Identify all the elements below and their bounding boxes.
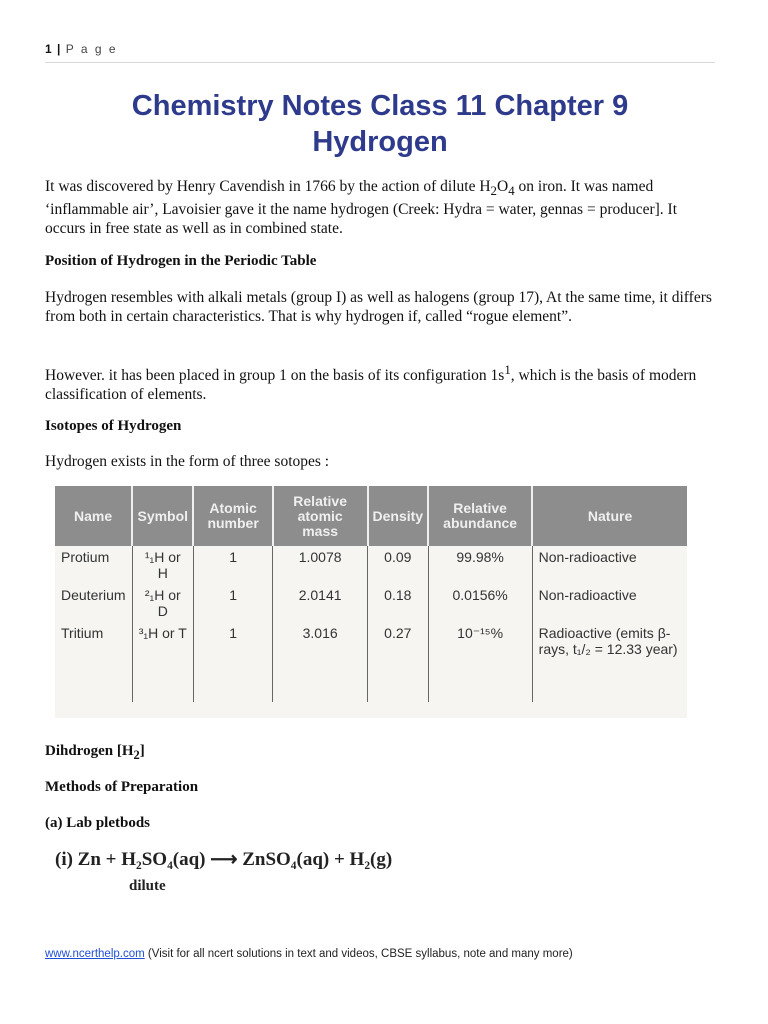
col-header-relative-mass: Relative atomic mass — [273, 486, 368, 546]
cell-atomic-number: 1 — [193, 584, 272, 622]
equation-image — [55, 848, 515, 898]
col-header-atomic-number: Atomic number — [193, 486, 272, 546]
col-header-abundance: Relative abundance — [428, 486, 532, 546]
cell-mass: 1.0078 — [273, 546, 368, 584]
document-title — [45, 88, 715, 160]
position-p2-superscript: 1 — [504, 362, 511, 377]
intro-text-1: It was discovered by Henry Cavendish in 1766 by the action of dilute H — [45, 178, 491, 195]
cell-symbol: ¹₁H or H — [132, 546, 193, 584]
page-header — [45, 42, 715, 63]
dihydrogen-heading-text: Dihdrogen [H — [45, 743, 134, 759]
table-header-row — [55, 486, 687, 546]
isotopes-table — [55, 486, 687, 702]
col-header-nature: Nature — [532, 486, 687, 546]
dihydrogen-subscript: 2 — [133, 748, 140, 762]
cell-abundance: 99.98% — [428, 546, 532, 584]
lab-heading: (a) Lab pletbods — [45, 815, 151, 831]
cell-abundance: 10⁻¹⁵% — [428, 622, 532, 702]
position-p2-text-1: However. it has been placed in group 1 on the basis of its configuration 1s — [45, 367, 505, 385]
table-row — [55, 622, 687, 702]
cell-atomic-number: 1 — [193, 546, 272, 584]
equation-line: (i) Zn + H₂SO₄(aq) ⟶ ZnSO₄(aq) + H₂(g) — [55, 849, 393, 870]
cell-mass: 2.0141 — [273, 584, 368, 622]
intro-paragraph — [45, 177, 715, 238]
intro-subscript-1: 2 — [490, 183, 497, 199]
dihydrogen-heading-close: ] — [139, 743, 145, 759]
isotopes-heading: Isotopes of Hydrogen — [45, 418, 182, 434]
cell-symbol: ²₁H or D — [132, 584, 193, 622]
intro-subscript-2: 4 — [508, 183, 515, 199]
isotopes-paragraph: Hydrogen exists in the form of three sotopes : — [45, 453, 330, 470]
position-p2-text-2: , which is the basis of modern classification of elements. — [45, 367, 697, 404]
intro-text-3: on iron. It was named ‘inflammable air’, Lavoisier gave it the name hydrogen (Creek: Hydra = water, gennas = producer]. It occurs in free state as well as in combined state. — [45, 178, 678, 238]
cell-nature: Non-radioactive — [538, 549, 637, 565]
cell-symbol: ³₁H or T — [132, 622, 193, 702]
footer-link[interactable]: www.ncerthelp.com — [45, 948, 145, 960]
dihydrogen-heading — [45, 742, 715, 765]
page-number: 1 — [45, 42, 52, 56]
cell-name: Deuterium — [55, 584, 132, 622]
table-row — [55, 584, 687, 622]
table-row — [55, 546, 687, 584]
col-header-symbol: Symbol — [132, 486, 193, 546]
cell-name: Protium — [55, 546, 132, 584]
title-line-1: Chemistry Notes Class 11 Chapter 9 — [131, 90, 629, 122]
cell-abundance: 0.0156% — [428, 584, 532, 622]
page-label: P a g e — [65, 42, 118, 56]
col-header-density: Density — [368, 486, 429, 546]
cell-mass: 3.016 — [273, 622, 368, 702]
position-heading: Position of Hydrogen in the Periodic Table — [45, 253, 317, 269]
cell-density: 0.09 — [368, 546, 429, 584]
cell-nature: Non-radioactive — [538, 587, 637, 603]
cell-density: 0.18 — [368, 584, 429, 622]
methods-heading: Methods of Preparation — [45, 779, 199, 795]
cell-density: 0.27 — [368, 622, 429, 702]
cell-name: Tritium — [55, 622, 132, 702]
position-paragraph-1: Hydrogen resembles with alkali metals (group I) as well as halogens (group 17), At the same time, it differs from both in certain characteristics. That is why hydrogen if, called “rogue element”. — [45, 289, 712, 325]
col-header-name: Name — [55, 486, 132, 546]
position-paragraph-2 — [45, 360, 715, 404]
intro-text-2: O — [496, 178, 509, 195]
cell-nature: Radioactive (emits β-rays, t₁/₂ = 12.33 year) — [538, 625, 678, 657]
equation-note: dilute — [129, 878, 166, 894]
isotopes-table-image — [55, 486, 687, 718]
page-separator: | — [57, 42, 61, 56]
cell-atomic-number: 1 — [193, 622, 272, 702]
footer-text: (Visit for all ncert solutions in text and videos, CBSE syllabus, note and many more) — [144, 948, 573, 960]
title-line-2: Hydrogen — [312, 126, 448, 158]
page-footer — [45, 948, 735, 960]
